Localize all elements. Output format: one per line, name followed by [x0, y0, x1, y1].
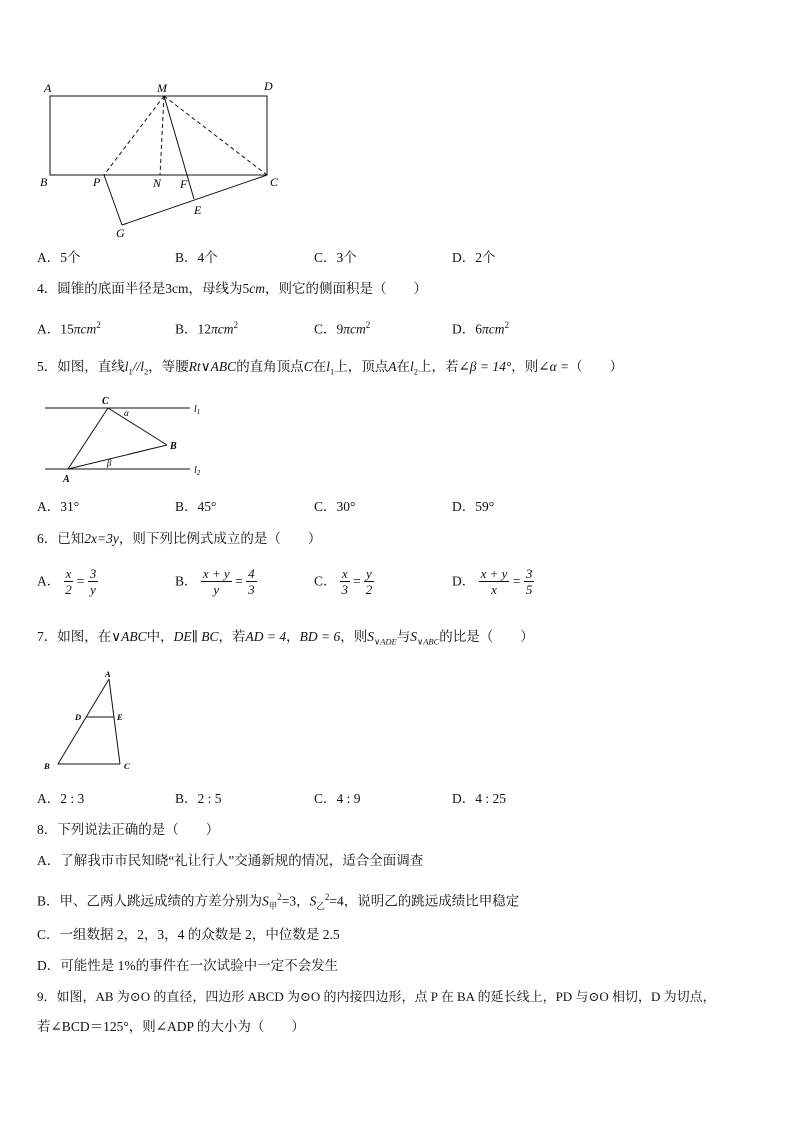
- side-ca: [68, 408, 108, 469]
- q5-option-b: B．45°: [175, 499, 217, 514]
- q6-option-a: A． $\frac{x}{2}$ = $\frac{3}{y}$: [37, 566, 97, 597]
- q3-option-d: D．2个: [452, 250, 496, 265]
- side-cb: [108, 408, 167, 445]
- q7-option-b: B．2 : 5: [175, 791, 222, 806]
- q5-option-d: D．59°: [452, 499, 495, 514]
- rectangle-figure: [36, 78, 296, 244]
- q4-option-c: C．9πcm$^2$: [314, 320, 371, 337]
- q8-option-c: C．一组数据 2，2，3，4 的众数是 2，中位数是 2.5: [37, 927, 340, 942]
- q3-option-b: B．4个: [175, 250, 218, 265]
- q5-stem: 5．如图，直线$l_1//l_2$，等腰Rt∨ABC的直角顶点C在$l_1$上，顶点A在$l_2$上，若∠β = 14°，则∠α =（ ）: [37, 359, 624, 377]
- label-g: G: [116, 226, 125, 240]
- label-e: E: [194, 203, 202, 217]
- fig5-label-l2: $l_2$: [194, 465, 201, 477]
- q6-stem: 6．已知2x=3y，则下列比例式成立的是（ ）: [37, 531, 322, 546]
- fig7-label-e: E: [117, 712, 123, 722]
- q4-option-d: D．6πcm$^2$: [452, 320, 510, 337]
- q7-option-d: D．4 : 25: [452, 791, 506, 806]
- segment-gc: [122, 175, 267, 225]
- q7-stem: 7．如图，在∨ABC中，DE∥ BC，若AD = 4，BD = 6，则$S_{\vee ADE}$与$S_{\vee ABC}$的比是（ ）: [37, 629, 534, 647]
- fig7-label-a: A: [105, 669, 111, 679]
- label-a: A: [44, 81, 52, 95]
- label-d: D: [264, 79, 273, 93]
- q5-option-a: A．31°: [37, 499, 80, 514]
- q4-stem: 4．圆锥的底面半径是3cm，母线为5cm，则它的侧面积是（ ）: [37, 281, 427, 296]
- segment-me: [164, 96, 194, 199]
- q3-option-c: C．3个: [314, 250, 357, 265]
- rectangle-abcd: [50, 96, 267, 175]
- segment-mc: [164, 96, 267, 175]
- fig5-label-l1: $l_1$: [194, 404, 201, 416]
- q7-option-c: C．4 : 9: [314, 791, 361, 806]
- label-f: F: [180, 177, 188, 191]
- q9-stem-line1: 9．如图，AB 为⊙O 的直径，四边形 ABCD 为⊙O 的内接四边形，点 P 在 BA 的延长线上，PD 与⊙O 相切，D 为切点，: [37, 989, 716, 1004]
- label-p: P: [93, 175, 101, 189]
- q8-option-b: B．甲、乙两人跳远成绩的方差分别为$S_甲^2=3$，$S_乙^2=4$，说明乙的跳远成绩比甲稳定: [37, 892, 520, 912]
- fig7-label-b: B: [44, 761, 50, 771]
- segment-mn: [160, 96, 164, 175]
- label-c: C: [270, 175, 279, 189]
- segment-pg: [104, 175, 122, 225]
- label-n: N: [153, 176, 162, 190]
- fig5-label-b: B: [170, 441, 177, 452]
- q6-option-c: C． $\frac{x}{3}$ = $\frac{y}{2}$: [314, 566, 373, 597]
- side-ab: [58, 679, 109, 764]
- parallel-lines-figure: [40, 393, 210, 485]
- fig7-label-d: D: [75, 712, 82, 722]
- q8-option-d: D．可能性是 1%的事件在一次试验中一定不会发生: [37, 958, 339, 973]
- q7-option-a: A．2 : 3: [37, 791, 85, 806]
- q6-option-b: B． $\frac{x + y}{y}$ = $\frac{4}{3}$: [175, 566, 255, 597]
- q3-option-a: A．5个: [37, 250, 81, 265]
- q9-stem-line2: 若∠BCD＝125°，则∠ADP 的大小为（ ）: [37, 1019, 305, 1034]
- q4-option-b: B．12πcm$^2$: [175, 320, 239, 337]
- fig7-label-c: C: [124, 761, 130, 771]
- fig5-label-alpha: α: [124, 408, 129, 418]
- fig5-label-a: A: [63, 474, 70, 485]
- label-m: M: [157, 81, 167, 95]
- triangle-figure: [40, 668, 140, 776]
- label-b: B: [40, 175, 48, 189]
- q6-option-d: D． $\frac{x + y}{x}$ = $\frac{3}{5}$: [452, 566, 533, 597]
- fig5-label-c: C: [102, 396, 109, 407]
- q8-stem: 8．下列说法正确的是（ ）: [37, 822, 220, 837]
- q8-option-a: A．了解我市市民知晓“礼让行人”交通新规的情况，适合全面调查: [37, 853, 424, 868]
- segment-mp: [104, 96, 164, 175]
- side-ab: [68, 445, 167, 469]
- q4-option-a: A．15πcm$^2$: [37, 320, 101, 337]
- q5-option-c: C．30°: [314, 499, 356, 514]
- fig5-label-beta: β: [107, 458, 112, 468]
